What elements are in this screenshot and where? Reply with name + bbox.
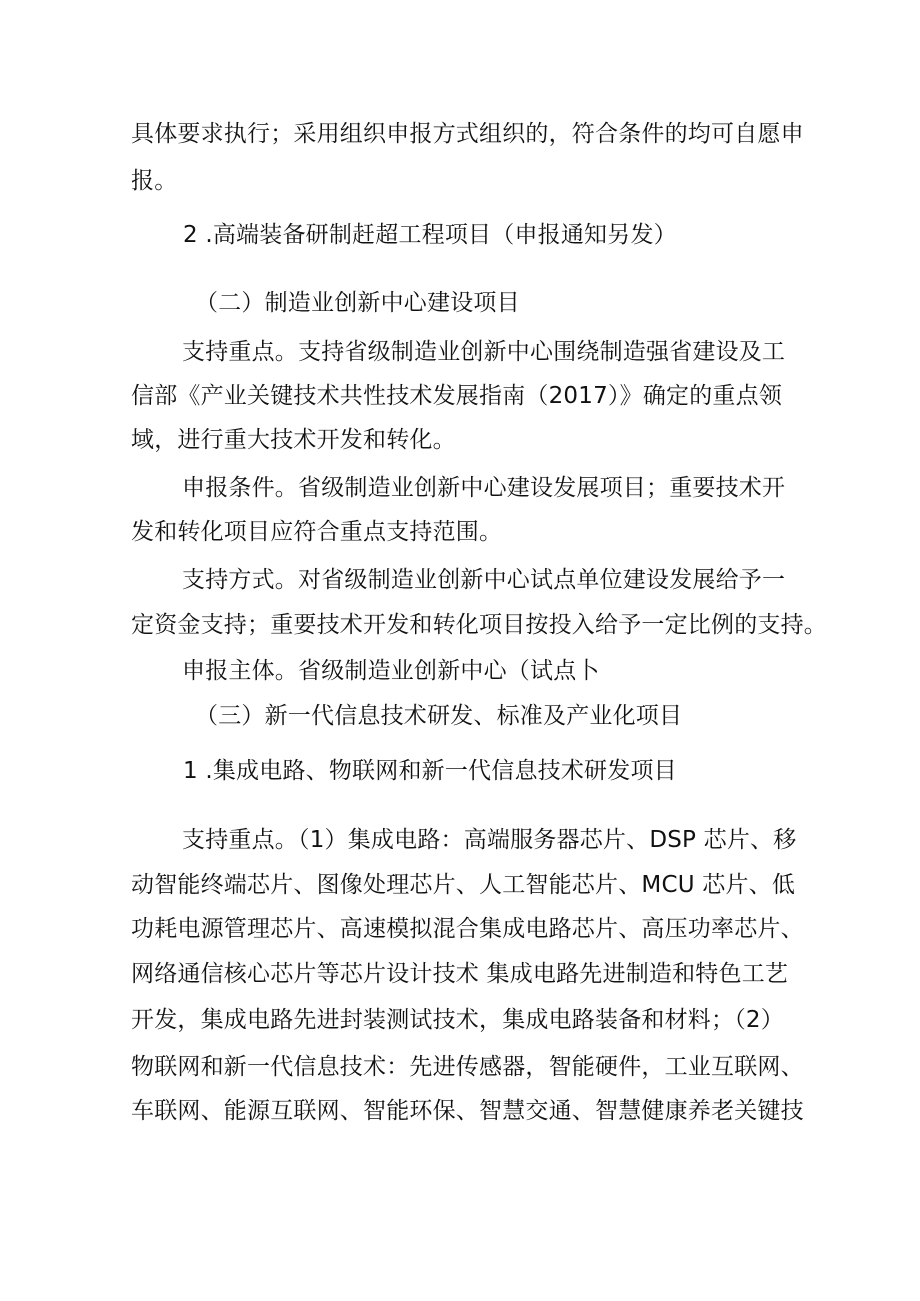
section-heading: （三）新一代信息技术研发、标准及产业化项目 <box>195 703 683 729</box>
body-text-line: 功耗电源管理芯片、高速模拟混合集成电路芯片、高压功率芯片、 <box>131 916 804 942</box>
body-text-line: 物联网和新一代信息技术：先进传感器，智能硬件，工业互联网、 <box>131 1054 804 1080</box>
subsection-heading: 1 .集成电路、物联网和新一代信息技术研发项目 <box>183 758 677 784</box>
body-text-line: 信部《产业关键技术共性技术发展指南（2017）》确定的重点领 <box>131 383 783 409</box>
body-text-line: 域，进行重大技术开发和转化。 <box>131 427 456 453</box>
body-text-line: 具体要求执行；采用组织申报方式组织的，符合条件的均可自愿申 <box>131 121 804 147</box>
body-text-line: 支持重点。（1）集成电路：高端服务器芯片、DSP 芯片、移 <box>182 827 797 853</box>
body-text-line: 报。 <box>131 168 178 194</box>
section-heading: （二）制造业创新中心建设项目 <box>195 290 520 316</box>
body-text-line: 网络通信核心芯片等芯片设计技术 集成电路先进制造和特色工艺 <box>131 961 789 987</box>
body-text-line: 申报主体。省级制造业创新中心（试点卜 <box>182 658 600 684</box>
body-text-line: 车联网、能源互联网、智能环保、智慧交通、智慧健康养老关键技 <box>131 1098 804 1124</box>
body-text-line: 动智能终端芯片、图像处理芯片、人工智能芯片、MCU 芯片、低 <box>131 872 796 898</box>
body-text-line: 定资金支持；重要技术开发和转化项目按投入给予一定比例的支持。 <box>131 612 827 638</box>
body-text-line: 申报条件。省级制造业创新中心建设发展项目；重要技术开 <box>182 475 786 501</box>
body-text-line: 开发，集成电路先进封装测试技术，集成电路装备和材料；（2） <box>131 1007 784 1033</box>
body-text-line: 发和转化项目应符合重点支持范围。 <box>131 519 503 545</box>
subsection-heading: 2 .高端装备研制赶超工程项目（申报通知另发） <box>183 222 677 248</box>
body-text-line: 支持重点。支持省级制造业创新中心围绕制造强省建设及工 <box>182 339 786 365</box>
body-text-line: 支持方式。对省级制造业创新中心试点单位建设发展给予一 <box>182 567 786 593</box>
